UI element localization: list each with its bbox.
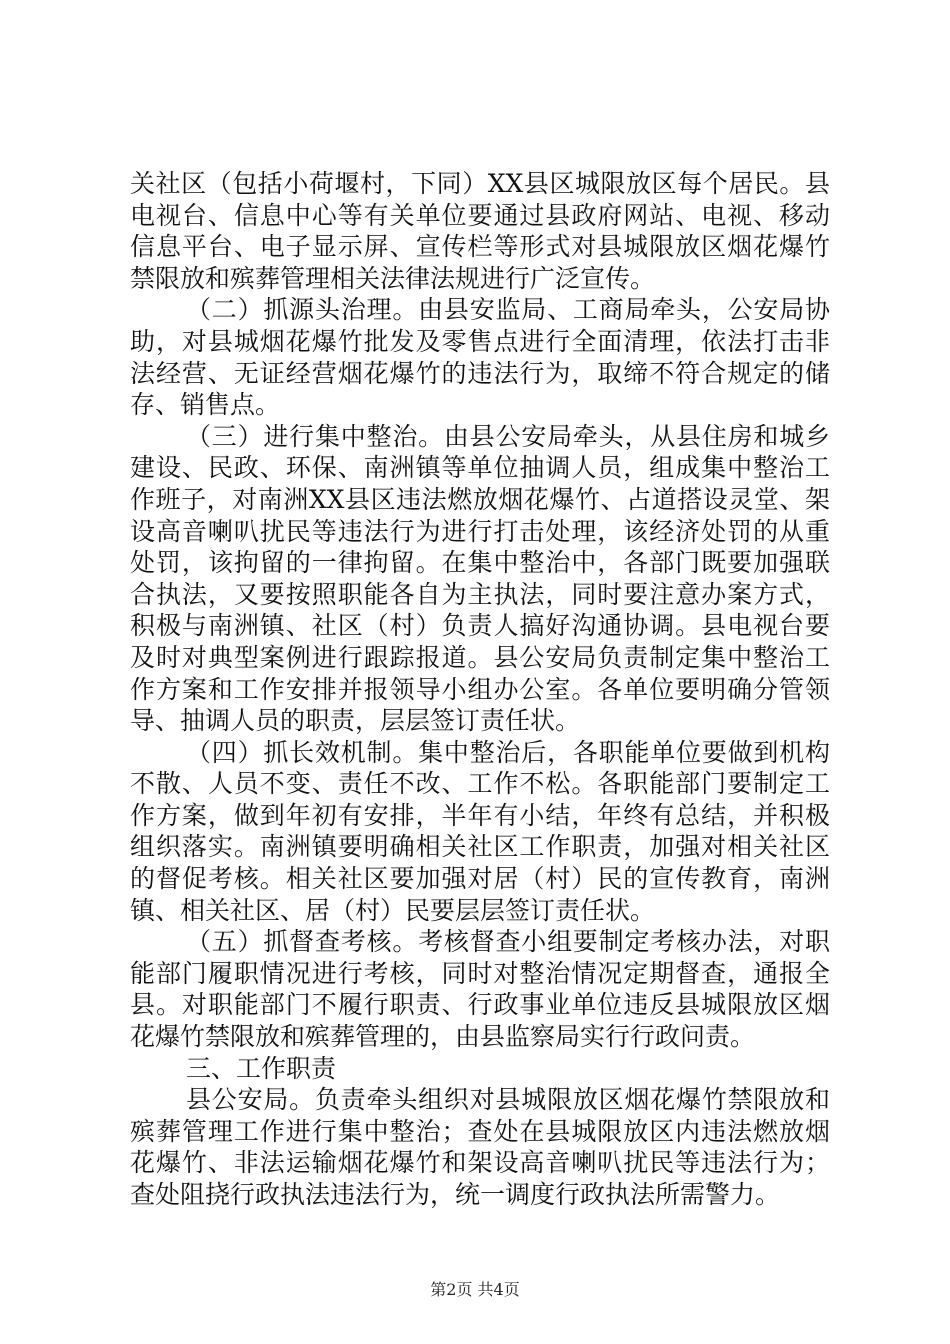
text-line: 县公安局。负责牵头组织对县城限放区烟花爆竹禁限放和 <box>186 1085 830 1115</box>
text-line: 及时对典型案例进行跟踪报道。县公安局负责制定集中整治工 <box>130 642 830 672</box>
text-line: （三）进行集中整治。由县公安局牵头，从县住房和城乡 <box>186 421 830 451</box>
text-line: 作方案和工作安排并报领导小组办公室。各单位要明确分管领 <box>130 674 830 704</box>
text-line: 信息平台、电子显示屏、宣传栏等形式对县城限放区烟花爆竹 <box>130 232 830 262</box>
text-line: 县。对职能部门不履行职责、行政事业单位违反县城限放区烟 <box>130 990 830 1020</box>
text-line: 花爆竹、非法运输烟花爆竹和架设高音喇叭扰民等违法行为； <box>130 1148 830 1178</box>
text-line: 法经营、无证经营烟花爆竹的违法行为，取缔不符合规定的储 <box>130 358 830 388</box>
document-body <box>130 168 830 1211</box>
text-line: 存、销售点。 <box>130 390 281 420</box>
text-line: 的督促考核。相关社区要加强对居（村）民的宣传教育，南洲 <box>130 864 830 894</box>
text-line: 三、工作职责 <box>186 1053 337 1083</box>
text-line: 合执法，又要按照职能各自为主执法，同时要注意办案方式， <box>130 579 830 609</box>
text-line: 查处阻挠行政执法违法行为，统一调度行政执法所需警力。 <box>130 1180 781 1209</box>
text-line: 组织落实。南洲镇要明确相关社区工作职责，加强对相关社区 <box>130 832 830 862</box>
text-line: （五）抓督查考核。考核督查小组要制定考核办法，对职 <box>186 927 830 957</box>
text-line: 不散、人员不变、责任不改、工作不松。各职能部门要制定工 <box>130 769 830 799</box>
text-line: 设高音喇叭扰民等违法行为进行打击处理，该经济处罚的从重 <box>130 516 830 546</box>
text-line: 建设、民政、环保、南洲镇等单位抽调人员，组成集中整治工 <box>130 453 830 483</box>
text-line: 禁限放和殡葬管理相关法律法规进行广泛宣传。 <box>130 263 656 293</box>
text-line: 电视台、信息中心等有关单位要通过县政府网站、电视、移动 <box>130 200 830 230</box>
text-line: 殡葬管理工作进行集中整治；查处在县城限放区内违法燃放烟 <box>130 1116 830 1146</box>
text-line: 处罚，该拘留的一律拘留。在集中整治中，各部门既要加强联 <box>130 548 830 578</box>
text-line: 导、抽调人员的职责，层层签订责任状。 <box>130 706 581 736</box>
text-line: 关社区（包括小荷堰村，下同）XX县区城限放区每个居民。县 <box>130 169 830 198</box>
text-line: （二）抓源头治理。由县安监局、工商局牵头，公安局协 <box>186 295 830 325</box>
text-line: （四）抓长效机制。集中整治后，各职能单位要做到机构 <box>186 737 830 767</box>
text-line: 镇、相关社区、居（村）民要层层签订责任状。 <box>130 895 656 925</box>
text-line: 积极与南洲镇、社区（村）负责人搞好沟通协调。县电视台要 <box>130 611 830 641</box>
text-line: 作班子，对南洲XX县区违法燃放烟花爆竹、占道搭设灵堂、架 <box>130 484 830 514</box>
text-line: 能部门履职情况进行考核，同时对整治情况定期督查，通报全 <box>130 958 830 988</box>
text-line: 助，对县城烟花爆竹批发及零售点进行全面清理，依法打击非 <box>130 326 830 356</box>
page-footer: 第2页 共4页 <box>430 1280 520 1299</box>
text-line: 花爆竹禁限放和殡葬管理的，由县监察局实行行政问责。 <box>130 1022 756 1052</box>
text-line: 作方案，做到年初有安排，半年有小结，年终有总结，并积极 <box>130 800 830 830</box>
